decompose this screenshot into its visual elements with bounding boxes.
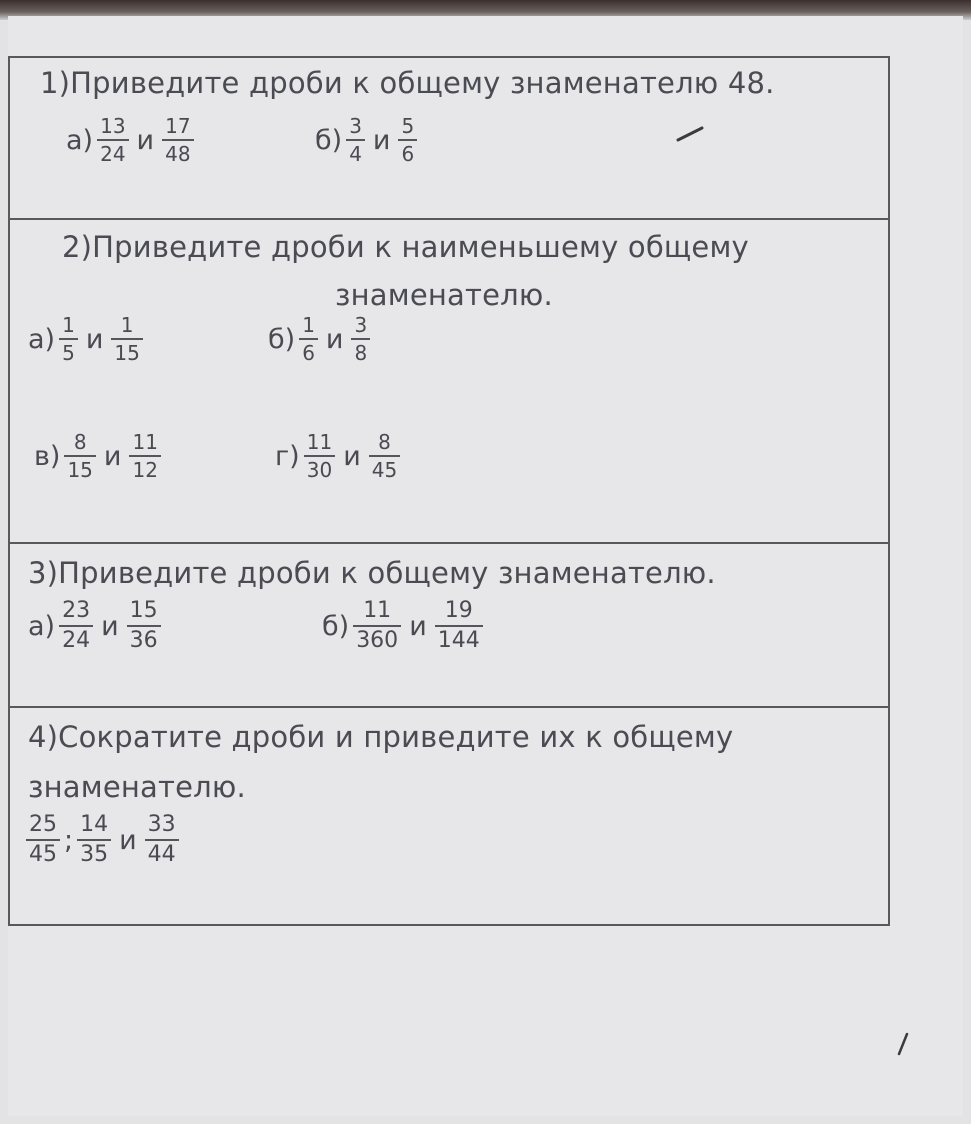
conjunction: и (119, 824, 137, 856)
task-3 (10, 542, 890, 706)
task-3-title: 3)Приведите дроби к общему знаменателю. (28, 556, 716, 590)
item-label: а) (28, 610, 56, 642)
conjunction: и (372, 124, 391, 156)
fraction: $\frac{17}{48}$ (162, 116, 193, 164)
task-4 (10, 706, 890, 926)
task-1 (10, 56, 890, 218)
separator: ; (64, 824, 74, 856)
conjunction: и (101, 610, 119, 642)
fraction: $\frac{11}{360}$ (353, 600, 401, 652)
item-label: г) (275, 440, 300, 472)
fraction: $\frac{1}{6}$ (299, 315, 318, 363)
item-label: б) (322, 610, 350, 642)
fraction: $\frac{19}{144}$ (435, 600, 483, 652)
conjunction: и (85, 323, 104, 355)
conjunction: и (343, 440, 361, 472)
fraction: $\frac{8}{15}$ (64, 432, 95, 480)
pencil-mark (676, 124, 706, 144)
fraction: $\frac{11}{30}$ (304, 432, 335, 480)
task-4-title-line1: 4)Сократите дроби и приведите их к общему (28, 720, 734, 754)
task-table (8, 56, 890, 926)
fraction: $\frac{1}{5}$ (59, 315, 78, 363)
fraction: $\frac{15}{36}$ (127, 600, 161, 652)
task-1a (66, 116, 194, 164)
task-1b (315, 116, 417, 164)
conjunction: и (103, 440, 122, 472)
fraction: $\frac{3}{4}$ (346, 116, 365, 164)
fraction: $\frac{14}{35}$ (77, 814, 111, 866)
worksheet (8, 16, 963, 1116)
task-2a (28, 315, 143, 363)
task-3a (28, 600, 161, 652)
conjunction: и (409, 610, 427, 642)
fraction: $\frac{11}{12}$ (129, 432, 160, 480)
conjunction: и (325, 323, 344, 355)
fraction: $\frac{25}{45}$ (26, 814, 60, 866)
item-label: в) (34, 440, 61, 472)
task-4-title-line2: знаменателю. (28, 770, 246, 804)
task-2b (268, 315, 370, 363)
item-label: б) (315, 124, 343, 156)
task-2-title-line2: знаменателю. (335, 278, 553, 312)
task-2v (34, 432, 161, 480)
task-2-title-line1: 2)Приведите дроби к наименьшему общему (62, 230, 749, 264)
task-4-fractions (26, 814, 179, 866)
item-label: а) (28, 323, 56, 355)
fraction: $\frac{3}{8}$ (351, 315, 370, 363)
conjunction: и (136, 124, 155, 156)
fraction: $\frac{5}{6}$ (398, 116, 417, 164)
item-label: а) (66, 124, 94, 156)
task-1-title: 1)Приведите дроби к общему знаменателю 48. (40, 66, 775, 100)
fraction: $\frac{1}{15}$ (111, 315, 142, 363)
pencil-mark (893, 1030, 913, 1060)
item-label: б) (268, 323, 296, 355)
fraction: $\frac{13}{24}$ (97, 116, 128, 164)
task-3b (322, 600, 483, 652)
fraction: $\frac{33}{44}$ (145, 814, 179, 866)
fraction: $\frac{23}{24}$ (59, 600, 93, 652)
task-2 (10, 218, 890, 542)
fraction: $\frac{8}{45}$ (369, 432, 400, 480)
task-2g (275, 432, 400, 480)
